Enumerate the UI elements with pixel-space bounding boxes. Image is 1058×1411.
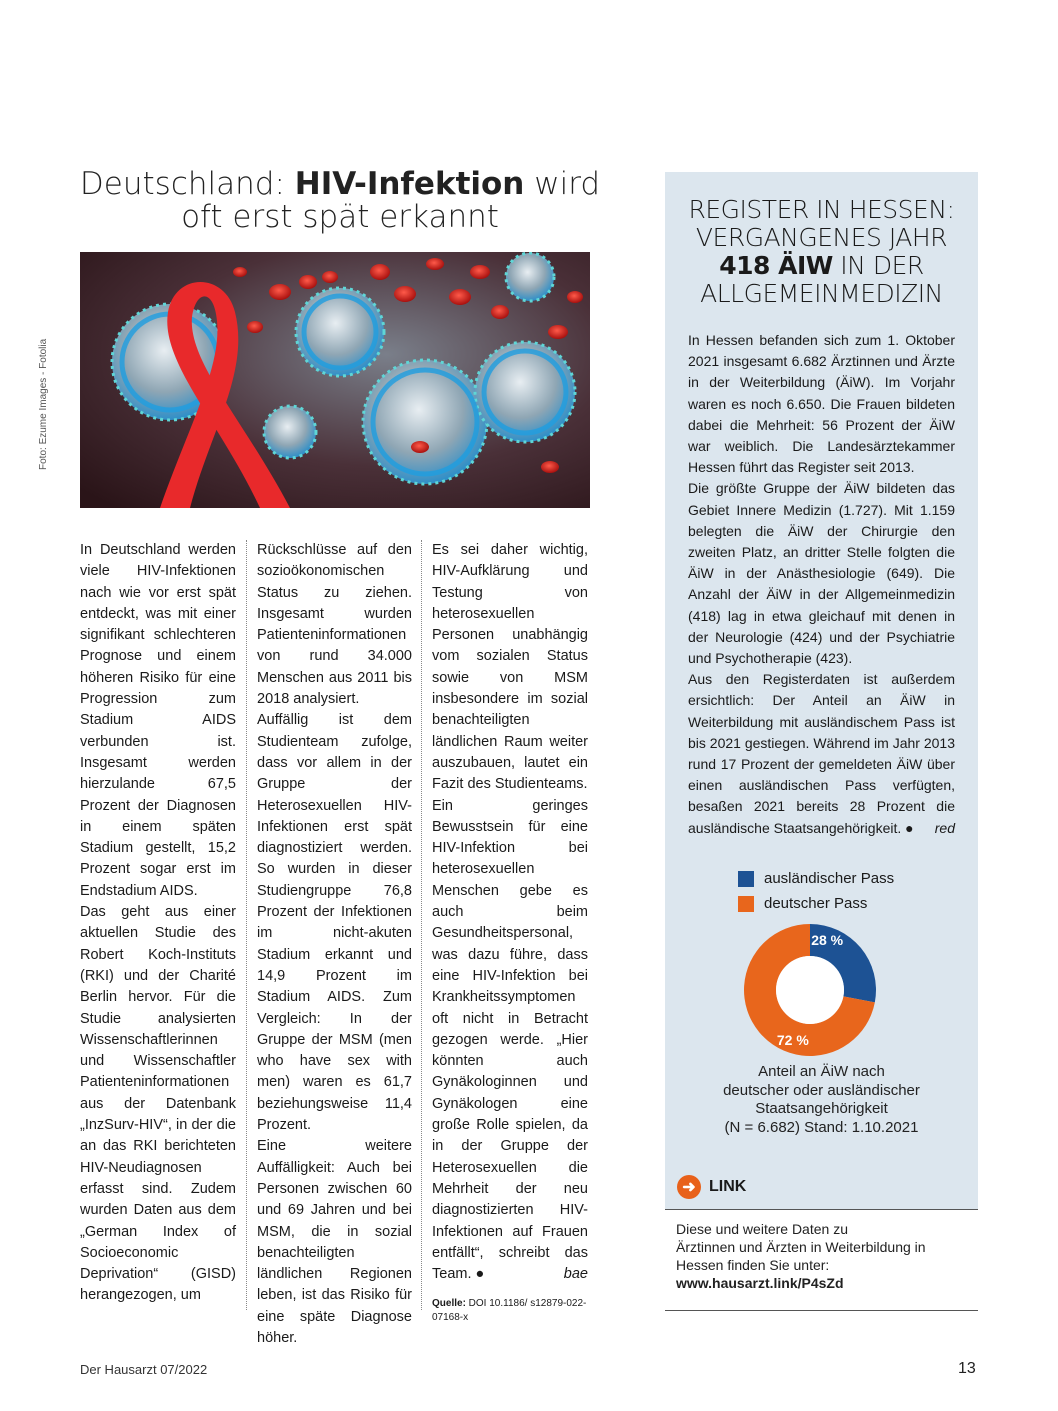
paragraph	[432, 796, 588, 1286]
paragraph: Rückschlüsse auf den sozioökonomischen Status zu ziehen. Insgesamt wurden Patienteninformationen von rund 34.000 Menschen aus 2011 bis 2018 analysiert.	[257, 542, 412, 708]
link-url[interactable]: www.hausarzt.link/P4sZd	[676, 1275, 844, 1291]
sidebar-title-line: IN DER	[832, 251, 924, 280]
column-divider	[246, 540, 247, 1310]
legend-swatch-orange	[738, 896, 754, 912]
page-number: 13	[958, 1360, 976, 1377]
photo-credit-text: Foto: Ezume Images - Fotolia	[38, 338, 49, 470]
article-headline	[70, 168, 610, 234]
article-column-2	[257, 540, 412, 1349]
paragraph-text: Aus den Registerdaten ist außerdem ersichtlich: Der Anteil an ÄiW in Weiterbildung mit ausländischem Pass ist bis 2021 gestiegen. Während im Jahr 2013 rund 17 Prozent der gemeldeten ÄiW über einen ausländischen Pass verfügten, besaßen 2021 bereits 28 Prozent die ausländische Staatsangehörigkeit. ●	[688, 671, 955, 836]
paragraph: Die größte Gruppe der ÄiW bildeten das Gebiet Innere Medizin (1.727). Mit 1.159 belegten die ÄiW der Chirurgie den zweiten Platz, an dritter Stelle folgten die ÄiW in der Anästhesiologie (649). Die Anzahl der ÄiW in der Allgemeinmedizin (418) lag in etwa gleichauf mit denen in der Neurologie (424) und der Psychiatrie und Psychotherapie (423).	[688, 480, 955, 667]
donut-label: 28 %	[811, 931, 844, 948]
sidebar-title-line: REGISTER IN HESSEN:	[688, 195, 955, 224]
legend-label: ausländischer Pass	[764, 870, 895, 887]
headline-post: wird	[524, 166, 601, 202]
author-signature: bae	[563, 1266, 588, 1283]
source-label: Quelle:	[432, 1298, 466, 1310]
paragraph: Das geht aus einer aktuellen Studie des Robert Koch-Instituts (RKI) und der Charité Berlin hervor. Für die Studie analysierten Wissenschaftlerinnen und Wissenschaftler Patienteninformationen aus der Datenbank „InzSurv-HIV“, in der die an das RKI berichteten HIV-Neudiagnosen erfasst sind. Zudem wurden Daten aus dem „German Index of Socioeconomic Deprivation“ (GISD) herangezogen, um	[80, 904, 236, 1304]
caption-line: Staatsangehörigkeit	[755, 1100, 888, 1117]
sidebar-body	[688, 330, 955, 839]
headline-pre: Deutschland:	[79, 166, 295, 202]
link-heading	[677, 1175, 746, 1199]
caption-line: (N = 6.682) Stand: 1.10.2021	[724, 1118, 919, 1136]
donut-label: 72 %	[776, 1032, 809, 1049]
sidebar-title-line: VERGANGENES JAHR	[695, 223, 948, 252]
photo-credit	[38, 300, 52, 470]
link-text-line: Diese und weitere Daten zu	[676, 1221, 848, 1237]
paragraph: Es sei daher wichtig, HIV-Aufklärung und Testung von heterosexuellen Personen unabhängig vom sozialen Status sowie von MSM insbesondere im sozial benachteiligten ländlichen Raum weiter auszubauen, lautet ein Fazit des Studienteams.	[432, 542, 588, 793]
link-text-line: Hessen finden Sie unter:	[676, 1257, 830, 1273]
paragraph: Eine weitere Auffälligkeit: Auch bei Personen zwischen 60 und 69 Jahren und bei MSM, die in sozial benachteiligten ländlichen Regionen leben, ist das Risiko für eine späte Diagnose höher.	[257, 1138, 412, 1346]
sidebar-title	[665, 196, 978, 308]
legend-item	[738, 866, 894, 891]
paragraph: In Hessen befanden sich zum 1. Oktober 2021 insgesamt 6.682 Ärztinnen und Ärzte in der Weiterbildung (ÄiW). Im Vorjahr waren es noch 6.650. Die Frauen bildeten dabei die Mehrheit: 56 Prozent der ÄiW war weiblich. Die Landesärztekammer Hessen führt das Register seit 2013.	[688, 332, 955, 476]
column-divider	[421, 540, 422, 1310]
link-text	[676, 1220, 976, 1292]
sidebar-title-line: ALLGEMEINMEDIZIN	[700, 279, 943, 308]
legend-item	[738, 891, 894, 916]
donut-hole	[776, 956, 844, 1024]
headline-bold: HIV-Infektion	[294, 166, 525, 202]
footer-publication: Der Hausarzt 07/2022	[80, 1362, 208, 1377]
legend-swatch-blue	[738, 871, 754, 887]
article-column-3	[432, 540, 588, 1325]
chart-legend	[738, 866, 894, 916]
paragraph: Auffällig ist dem Studienteam zufolge, dass vor allem in der Gruppe der Heterosexuellen HIV-Infektionen erst spät diagnostiziert werden. So wurden in dieser Studiengruppe 76,8 Prozent der Infektionen im nicht-akuten Stadium erkannt und 14,9 Prozent im Stadium AIDS. Zum Vergleich: In der Gruppe der MSM (men who have sex with men) waren es 61,7 beziehungsweise 11,4 Prozent.	[257, 712, 412, 1134]
sidebar-signature: red	[934, 819, 955, 836]
paragraph: In Deutschland werden viele HIV-Infektionen nach wie vor erst spät entdeckt, was mit einer signifikant schlechteren Prognose und einem höheren Risiko für eine Progression zum Stadium AIDS verbunden ist. Insgesamt werden hierzulande 67,5 Prozent der Diagnosen in einem späten Stadium gestellt, 15,2 Prozent sogar erst im Endstadium AIDS.	[80, 542, 236, 899]
arrow-right-icon: ➜	[677, 1175, 701, 1199]
paragraph	[688, 669, 955, 839]
hiv-illustration	[80, 252, 590, 508]
hero-image-hiv-ribbon	[80, 252, 590, 508]
donut-chart	[742, 922, 878, 1058]
legend-label: deutscher Pass	[764, 895, 868, 912]
headline-line2: oft erst spät erkannt	[181, 199, 499, 235]
donut-chart-svg	[742, 922, 878, 1058]
sidebar-title-bold: 418 ÄIW	[719, 251, 833, 280]
paragraph-text: Ein geringes Bewusstsein für eine HIV-Infektion bei heterosexuellen Menschen gebe es auch beim Gesundheitspersonal, was dazu führe, dass eine HIV-Infektion bei Krankheitssymptomen oft nicht in Betracht gezogen werde. „Hier könnten auch Gynäkologinnen und Gynäkologen eine große Rolle spielen, da in der Gruppe der Heterosexuellen die Mehrheit der neu diagnostizierten HIV-Infektionen auf Frauen entfällt“, schreibt das Team. ●	[432, 797, 588, 1283]
source-note	[432, 1297, 588, 1325]
caption-line: Anteil an ÄiW nach	[758, 1063, 885, 1080]
link-heading-label: LINK	[709, 1178, 747, 1195]
link-text-line: Ärztinnen und Ärzten in Weiterbildung in	[676, 1239, 926, 1255]
article-column-1	[80, 540, 236, 1307]
source-doi: DOI 10.1186/ s12879-022-07168-x	[432, 1298, 587, 1324]
chart-caption	[665, 1063, 978, 1137]
caption-line: deutscher oder ausländischer	[723, 1081, 920, 1099]
